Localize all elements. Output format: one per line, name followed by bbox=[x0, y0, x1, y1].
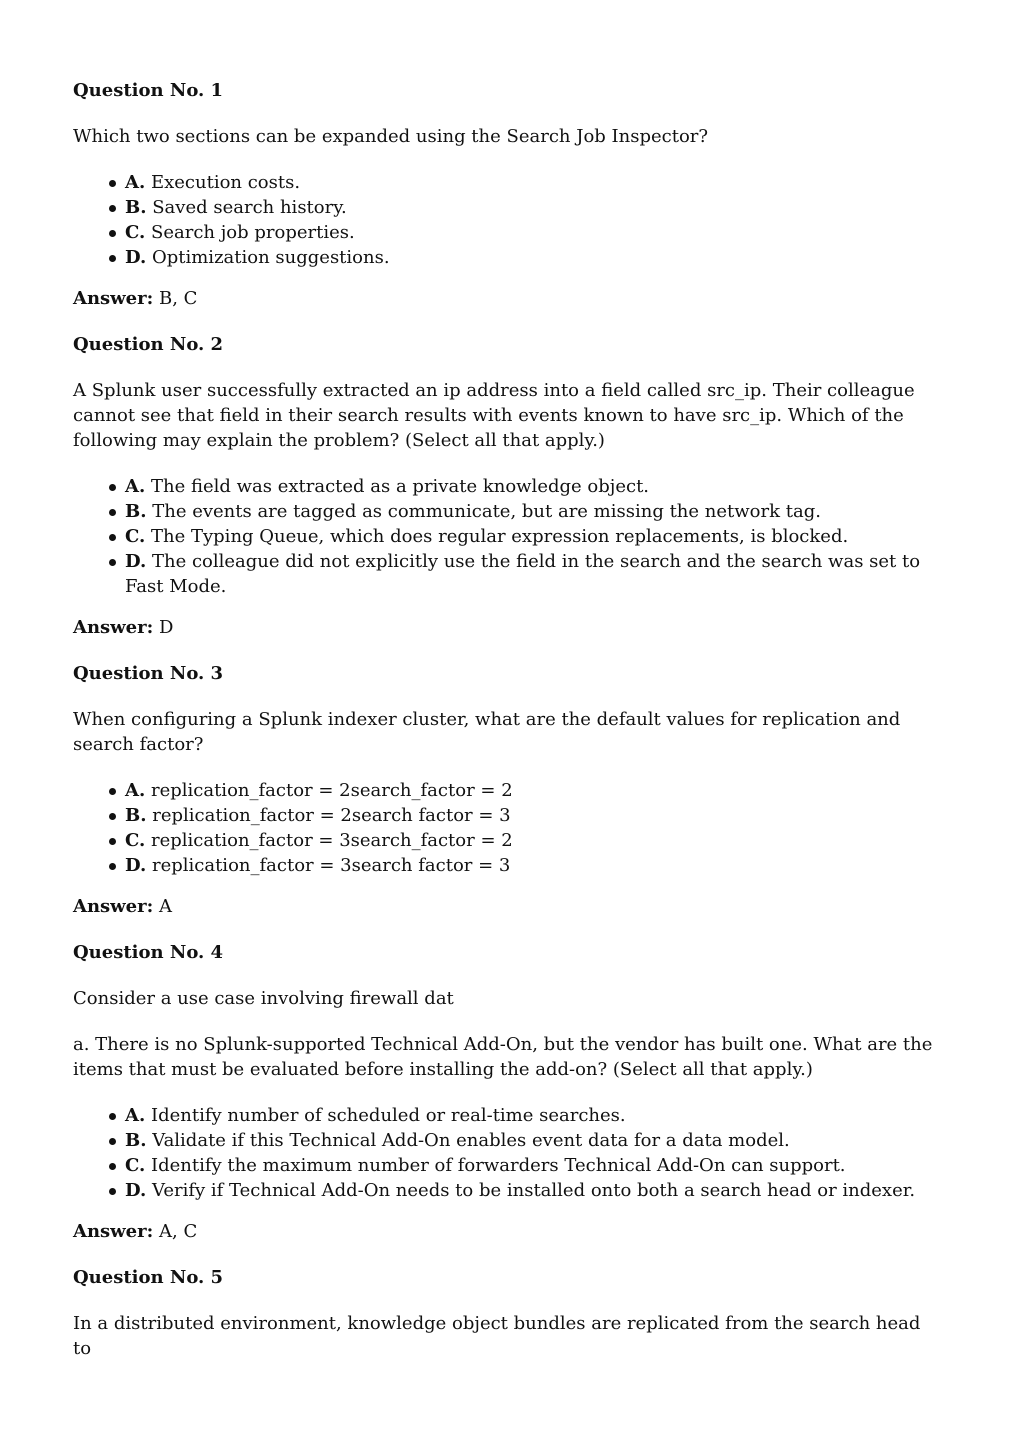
option-text: Identify number of scheduled or real-time searches. bbox=[150, 1105, 626, 1126]
option-letter: C. bbox=[125, 526, 146, 547]
option-text: Optimization suggestions. bbox=[151, 247, 390, 268]
option-text: replication_factor = 3search factor = 3 bbox=[151, 855, 511, 876]
option-text: replication_factor = 2search_factor = 2 bbox=[150, 780, 513, 801]
option-b bbox=[125, 803, 942, 828]
question-title: Question No. 2 bbox=[73, 334, 224, 355]
option-letter: B. bbox=[125, 197, 147, 218]
question-2 bbox=[73, 332, 942, 640]
option-text: Saved search history. bbox=[152, 197, 347, 218]
answer-value: D bbox=[159, 617, 174, 638]
option-text: replication_factor = 2search factor = 3 bbox=[152, 805, 511, 826]
question-text: Which two sections can be expanded using the Search Job Inspector? bbox=[73, 126, 709, 147]
question-text: A Splunk user successfully extracted an ip address into a field called src_ip. Their colleague cannot see that field in their search results with events known to have src_ip. Which of the following may explain the problem? (Select all that apply.) bbox=[73, 380, 915, 451]
answer-line bbox=[73, 1219, 942, 1244]
question-3 bbox=[73, 661, 942, 919]
question-5 bbox=[73, 1265, 942, 1361]
option-d bbox=[125, 245, 942, 270]
question-text: When configuring a Splunk indexer cluster, what are the default values for replication and search factor? bbox=[73, 709, 901, 755]
answer-line bbox=[73, 615, 942, 640]
option-a bbox=[125, 1103, 942, 1128]
option-b bbox=[125, 499, 942, 524]
options-list bbox=[73, 778, 942, 878]
option-letter: A. bbox=[125, 780, 146, 801]
answer-label: Answer: bbox=[73, 617, 154, 638]
option-c bbox=[125, 524, 942, 549]
option-d bbox=[125, 1178, 942, 1203]
answer-label: Answer: bbox=[73, 1221, 154, 1242]
option-letter: A. bbox=[125, 476, 146, 497]
options-list bbox=[73, 1103, 942, 1203]
question-text-continued: a. There is no Splunk-supported Technical Add-On, but the vendor has built one. What are the items that must be evaluated before installing the add-on? (Select all that apply.) bbox=[73, 1034, 933, 1080]
answer-value: A bbox=[159, 896, 172, 917]
option-text: The field was extracted as a private knowledge object. bbox=[150, 476, 650, 497]
option-letter: D. bbox=[125, 247, 147, 268]
option-letter: B. bbox=[125, 805, 147, 826]
option-text: Search job properties. bbox=[151, 222, 355, 243]
option-a bbox=[125, 778, 942, 803]
option-text: Validate if this Technical Add-On enables event data for a data model. bbox=[152, 1130, 790, 1151]
option-d bbox=[125, 549, 942, 599]
option-c bbox=[125, 828, 942, 853]
option-d bbox=[125, 853, 942, 878]
option-letter: B. bbox=[125, 501, 147, 522]
option-letter: C. bbox=[125, 830, 146, 851]
option-text: replication_factor = 3search_factor = 2 bbox=[151, 830, 513, 851]
option-text: Verify if Technical Add-On needs to be installed onto both a search head or indexer. bbox=[151, 1180, 916, 1201]
answer-label: Answer: bbox=[73, 896, 154, 917]
option-a bbox=[125, 474, 942, 499]
option-text: The events are tagged as communicate, but are missing the network tag. bbox=[152, 501, 821, 522]
option-text: The Typing Queue, which does regular expression replacements, is blocked. bbox=[151, 526, 849, 547]
answer-value: B, C bbox=[159, 288, 198, 309]
option-letter: A. bbox=[125, 172, 146, 193]
question-text: In a distributed environment, knowledge object bundles are replicated from the search head to bbox=[73, 1313, 921, 1359]
answer-line bbox=[73, 286, 942, 311]
question-4 bbox=[73, 940, 942, 1244]
option-letter: D. bbox=[125, 1180, 147, 1201]
option-letter: C. bbox=[125, 1155, 146, 1176]
option-letter: D. bbox=[125, 551, 147, 572]
question-title: Question No. 5 bbox=[73, 1267, 224, 1288]
option-text: Identify the maximum number of forwarders Technical Add-On can support. bbox=[151, 1155, 846, 1176]
question-1 bbox=[73, 78, 942, 311]
question-title: Question No. 4 bbox=[73, 942, 224, 963]
option-letter: D. bbox=[125, 855, 147, 876]
option-c bbox=[125, 1153, 942, 1178]
option-b bbox=[125, 1128, 942, 1153]
question-text: Consider a use case involving firewall dat bbox=[73, 988, 454, 1009]
question-title: Question No. 3 bbox=[73, 663, 224, 684]
option-c bbox=[125, 220, 942, 245]
option-letter: B. bbox=[125, 1130, 147, 1151]
option-text: Execution costs. bbox=[150, 172, 301, 193]
answer-line bbox=[73, 894, 942, 919]
answer-value: A, C bbox=[159, 1221, 198, 1242]
option-b bbox=[125, 195, 942, 220]
option-text: The colleague did not explicitly use the field in the search and the search was set to Fast Mode. bbox=[125, 551, 921, 597]
option-letter: C. bbox=[125, 222, 146, 243]
option-a bbox=[125, 170, 942, 195]
answer-label: Answer: bbox=[73, 288, 154, 309]
options-list bbox=[73, 170, 942, 270]
question-title: Question No. 1 bbox=[73, 80, 224, 101]
option-letter: A. bbox=[125, 1105, 146, 1126]
options-list bbox=[73, 474, 942, 599]
